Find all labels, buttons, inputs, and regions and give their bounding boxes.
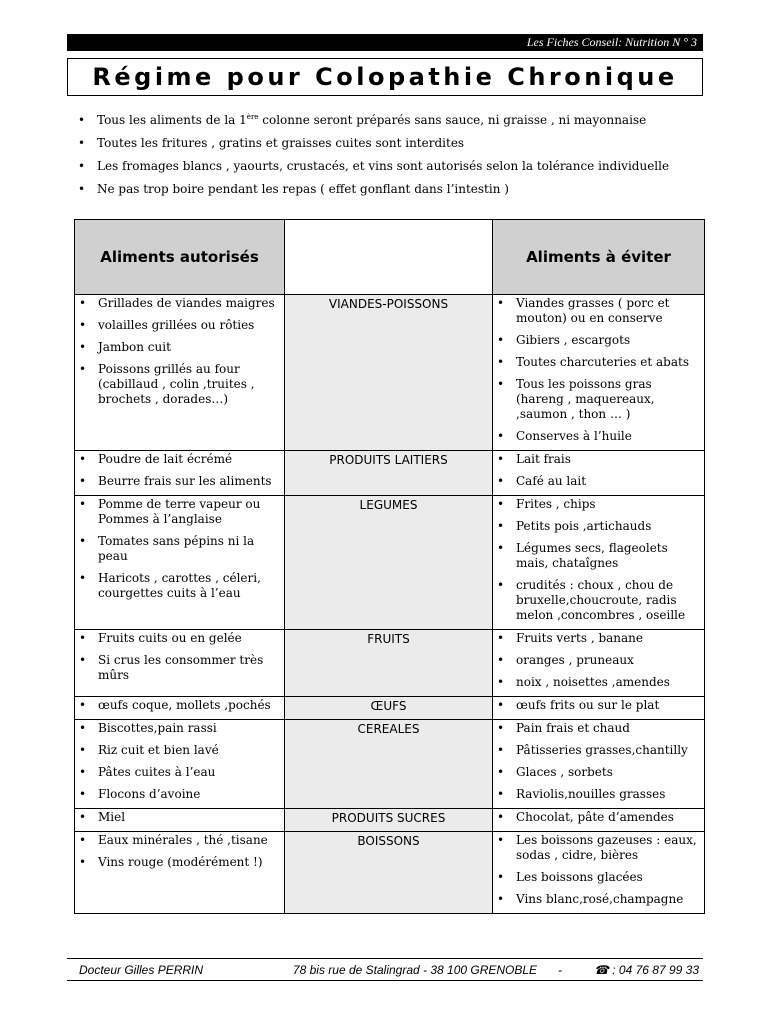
avoid-header-text: Aliments à éviter: [526, 248, 671, 266]
bullet-icon: •: [497, 631, 505, 645]
category-label: LEGUMES: [359, 498, 418, 512]
avoid-list: [497, 833, 700, 907]
rule-item: [78, 159, 708, 174]
list-item: [497, 698, 700, 713]
category-cell: [285, 630, 493, 697]
table-row: [75, 496, 705, 630]
list-item: [79, 474, 280, 489]
avoid-cell: [493, 697, 705, 720]
avoid-cell: [493, 630, 705, 697]
allowed-food: Riz cuit et bien lavé: [98, 743, 219, 757]
avoid-cell: [493, 809, 705, 832]
bullet-icon: •: [79, 855, 87, 869]
allowed-list: [79, 698, 280, 713]
allowed-food: Jambon cuit: [98, 340, 171, 354]
allowed-cell: [75, 832, 285, 914]
list-item: [497, 765, 700, 780]
avoid-food: Les boissons glacées: [516, 870, 643, 884]
list-item: [497, 541, 700, 571]
category-label: FRUITS: [367, 632, 410, 646]
avoid-list: [497, 296, 700, 444]
footer: [67, 962, 703, 979]
allowed-list: [79, 810, 280, 825]
bullet-icon: •: [79, 340, 87, 354]
allowed-food: volailles grillées ou rôties: [98, 318, 255, 332]
bullet-icon: •: [497, 787, 505, 801]
list-item: [79, 855, 280, 870]
avoid-list: [497, 698, 700, 713]
allowed-food: Haricots , carottes , céleri, courgettes cuits à l’eau: [98, 571, 261, 600]
bullet-icon: •: [79, 534, 87, 548]
bullet-icon: •: [497, 675, 505, 689]
footer-doctor-name: Docteur Gilles PERRIN: [79, 963, 204, 977]
footer-rule-bottom: [67, 980, 703, 981]
category-cell: [285, 295, 493, 451]
avoid-food: Pain frais et chaud: [516, 721, 630, 735]
footer-separator: -: [558, 963, 562, 977]
bullet-icon: •: [497, 377, 505, 391]
category-label: BOISSONS: [357, 834, 420, 848]
category-label: CEREALES: [357, 722, 420, 736]
avoid-food: Fruits verts , banane: [516, 631, 644, 645]
avoid-food: Conserves à l’huile: [516, 429, 632, 443]
allowed-food: Fruits cuits ou en gelée: [98, 631, 242, 645]
bullet-icon: •: [79, 362, 87, 376]
list-item: [497, 833, 700, 863]
allowed-header-text: Aliments autorisés: [100, 248, 259, 266]
category-cell: [285, 697, 493, 720]
allowed-food: œufs coque, mollets ,pochés: [98, 698, 271, 712]
list-item: [79, 653, 280, 683]
allowed-food: Vins rouge (modérément !): [98, 855, 263, 869]
footer-address: 78 bis rue de Stalingrad - 38 100 GRENOBLE: [292, 963, 538, 977]
bullet-icon: •: [497, 870, 505, 884]
avoid-food: Vins blanc,rosé,champagne: [516, 892, 684, 906]
document-title: [67, 58, 703, 96]
bullet-icon: •: [79, 787, 87, 801]
allowed-cell: [75, 295, 285, 451]
allowed-food: Tomates sans pépins ni la peau: [98, 534, 255, 563]
bullet-icon: •: [79, 833, 87, 847]
list-item: [497, 296, 700, 326]
allowed-header: [75, 220, 285, 295]
category-label: PRODUITS SUCRES: [331, 811, 446, 825]
category-cell: [285, 809, 493, 832]
rules-list: [78, 113, 708, 205]
avoid-food: Chocolat, pâte d’amendes: [516, 810, 674, 824]
bullet-icon: •: [497, 653, 505, 667]
footer-phone: ☎ : 04 76 87 99 33: [593, 963, 699, 977]
table-row: [75, 832, 705, 914]
avoid-food: Pâtisseries grasses,chantilly: [516, 743, 688, 757]
list-item: [497, 787, 700, 802]
bullet-icon: •: [78, 182, 86, 196]
rule-text: Toutes les fritures , gratins et graisses cuites sont interdites: [97, 136, 465, 150]
table-row: [75, 809, 705, 832]
bullet-icon: •: [79, 653, 87, 667]
rule-item: [78, 113, 708, 128]
bullet-icon: •: [78, 136, 86, 150]
bullet-icon: •: [78, 113, 86, 127]
bullet-icon: •: [79, 571, 87, 585]
list-item: [79, 318, 280, 333]
avoid-food: Tous les poissons gras (hareng , maquereaux, ,saumon , thon … ): [516, 377, 655, 421]
food-table: [74, 219, 705, 914]
series-label: Les Fiches Conseil: Nutrition N ° 3: [526, 35, 697, 49]
avoid-food: œufs frits ou sur le plat: [516, 698, 660, 712]
avoid-food: Légumes secs, flageolets mais, chataîgnes: [516, 541, 668, 570]
bullet-icon: •: [497, 452, 505, 466]
avoid-cell: [493, 451, 705, 496]
bullet-icon: •: [497, 333, 505, 347]
allowed-food: Poissons grillés au four (cabillaud , colin ,truites , brochets , dorades…): [98, 362, 255, 406]
avoid-food: Raviolis,nouilles grasses: [516, 787, 666, 801]
rule-text: Ne pas trop boire pendant les repas ( effet gonflant dans l’intestin ): [97, 182, 509, 196]
bullet-icon: •: [79, 452, 87, 466]
allowed-cell: [75, 451, 285, 496]
category-header: [285, 220, 493, 295]
list-item: [497, 631, 700, 646]
category-cell: [285, 451, 493, 496]
avoid-food: Glaces , sorbets: [516, 765, 613, 779]
bullet-icon: •: [79, 810, 87, 824]
allowed-list: [79, 631, 280, 683]
avoid-header: [493, 220, 705, 295]
list-item: [79, 571, 280, 601]
category-cell: [285, 720, 493, 809]
bullet-icon: •: [497, 429, 505, 443]
allowed-food: Beurre frais sur les aliments: [98, 474, 272, 488]
avoid-food: crudités : choux , chou de bruxelle,choucroute, radis melon ,concombres , oseille: [516, 578, 686, 622]
document-title-text: Régime pour Colopathie Chronique: [92, 63, 678, 91]
table-row: [75, 451, 705, 496]
list-item: [79, 765, 280, 780]
allowed-list: [79, 497, 280, 601]
footer-rule-top: [67, 958, 703, 959]
rule-item: [78, 136, 708, 151]
list-item: [497, 810, 700, 825]
bullet-icon: •: [79, 721, 87, 735]
allowed-food: Miel: [98, 810, 126, 824]
bullet-icon: •: [497, 474, 505, 488]
allowed-food: Eaux minérales , thé ,tisane: [98, 833, 268, 847]
allowed-list: [79, 833, 280, 870]
list-item: [497, 675, 700, 690]
avoid-food: noix , noisettes ,amendes: [516, 675, 670, 689]
bullet-icon: •: [79, 318, 87, 332]
list-item: [497, 377, 700, 422]
bullet-icon: •: [497, 497, 505, 511]
bullet-icon: •: [79, 296, 87, 310]
list-item: [79, 833, 280, 848]
allowed-cell: [75, 809, 285, 832]
bullet-icon: •: [497, 833, 505, 847]
list-item: [497, 519, 700, 534]
bullet-icon: •: [497, 355, 505, 369]
list-item: [79, 340, 280, 355]
bullet-icon: •: [79, 698, 87, 712]
list-item: [79, 810, 280, 825]
bullet-icon: •: [79, 765, 87, 779]
list-item: [497, 578, 700, 623]
allowed-food: Pâtes cuites à l’eau: [98, 765, 216, 779]
avoid-food: Petits pois ,artichauds: [516, 519, 652, 533]
bullet-icon: •: [497, 721, 505, 735]
bullet-icon: •: [497, 541, 505, 555]
category-label: VIANDES-POISSONS: [328, 297, 449, 311]
bullet-icon: •: [79, 497, 87, 511]
avoid-list: [497, 810, 700, 825]
list-item: [497, 429, 700, 444]
avoid-food: oranges , pruneaux: [516, 653, 634, 667]
allowed-cell: [75, 630, 285, 697]
allowed-food: Pomme de terre vapeur ou Pommes à l’anglaise: [98, 497, 261, 526]
list-item: [497, 870, 700, 885]
avoid-cell: [493, 295, 705, 451]
list-item: [79, 534, 280, 564]
rule-text-cont: colonne seront préparés sans sauce, ni graisse , ni mayonnaise: [258, 113, 647, 127]
table-row: [75, 295, 705, 451]
list-item: [79, 497, 280, 527]
table-row: [75, 720, 705, 809]
allowed-food: Si crus les consommer très mûrs: [98, 653, 264, 682]
avoid-cell: [493, 720, 705, 809]
bullet-icon: •: [497, 519, 505, 533]
category-cell: [285, 496, 493, 630]
table-row: [75, 630, 705, 697]
list-item: [79, 787, 280, 802]
list-item: [497, 333, 700, 348]
allowed-cell: [75, 697, 285, 720]
bullet-icon: •: [497, 810, 505, 824]
bullet-icon: •: [78, 159, 86, 173]
rule-text: Les fromages blancs , yaourts, crustacés, et vins sont autorisés selon la tolérance individuelle: [97, 159, 670, 173]
rule-text: Tous les aliments de la 1: [97, 113, 247, 127]
table-row: [75, 697, 705, 720]
list-item: [497, 892, 700, 907]
avoid-food: Lait frais: [516, 452, 571, 466]
category-label: PRODUITS LAITIERS: [329, 453, 448, 467]
avoid-food: Frites , chips: [516, 497, 596, 511]
bullet-icon: •: [79, 743, 87, 757]
list-item: [497, 721, 700, 736]
bullet-icon: •: [497, 743, 505, 757]
avoid-food: Toutes charcuteries et abats: [516, 355, 689, 369]
list-item: [79, 452, 280, 467]
allowed-list: [79, 296, 280, 407]
bullet-icon: •: [79, 474, 87, 488]
avoid-food: Les boissons gazeuses : eaux, sodas , cidre, bières: [516, 833, 697, 862]
avoid-cell: [493, 496, 705, 630]
avoid-food: Viandes grasses ( porc et mouton) ou en conserve: [516, 296, 670, 325]
allowed-cell: [75, 496, 285, 630]
allowed-food: Grillades de viandes maigres: [98, 296, 275, 310]
avoid-cell: [493, 832, 705, 914]
list-item: [497, 653, 700, 668]
allowed-list: [79, 721, 280, 802]
list-item: [497, 474, 700, 489]
avoid-food: Café au lait: [516, 474, 587, 488]
rule-item: [78, 182, 708, 197]
list-item: [79, 698, 280, 713]
bullet-icon: •: [497, 698, 505, 712]
bullet-icon: •: [497, 296, 505, 310]
bullet-icon: •: [79, 631, 87, 645]
list-item: [79, 721, 280, 736]
allowed-food: Flocons d’avoine: [98, 787, 201, 801]
allowed-cell: [75, 720, 285, 809]
bullet-icon: •: [497, 765, 505, 779]
avoid-food: Gibiers , escargots: [516, 333, 631, 347]
list-item: [79, 296, 280, 311]
bullet-icon: •: [497, 578, 505, 592]
avoid-list: [497, 452, 700, 489]
allowed-list: [79, 452, 280, 489]
list-item: [79, 362, 280, 407]
list-item: [497, 355, 700, 370]
list-item: [497, 497, 700, 512]
list-item: [79, 743, 280, 758]
bullet-icon: •: [497, 892, 505, 906]
list-item: [497, 743, 700, 758]
list-item: [79, 631, 280, 646]
category-cell: [285, 832, 493, 914]
series-header-bar: [67, 34, 703, 51]
avoid-list: [497, 721, 700, 802]
avoid-list: [497, 497, 700, 623]
list-item: [497, 452, 700, 467]
allowed-food: Poudre de lait écrémé: [98, 452, 233, 466]
allowed-food: Biscottes,pain rassi: [98, 721, 217, 735]
food-table-body: [75, 295, 705, 914]
category-label: ŒUFS: [370, 699, 407, 713]
table-header-row: [75, 220, 705, 295]
avoid-list: [497, 631, 700, 690]
rule-superscript: ère: [246, 113, 259, 121]
